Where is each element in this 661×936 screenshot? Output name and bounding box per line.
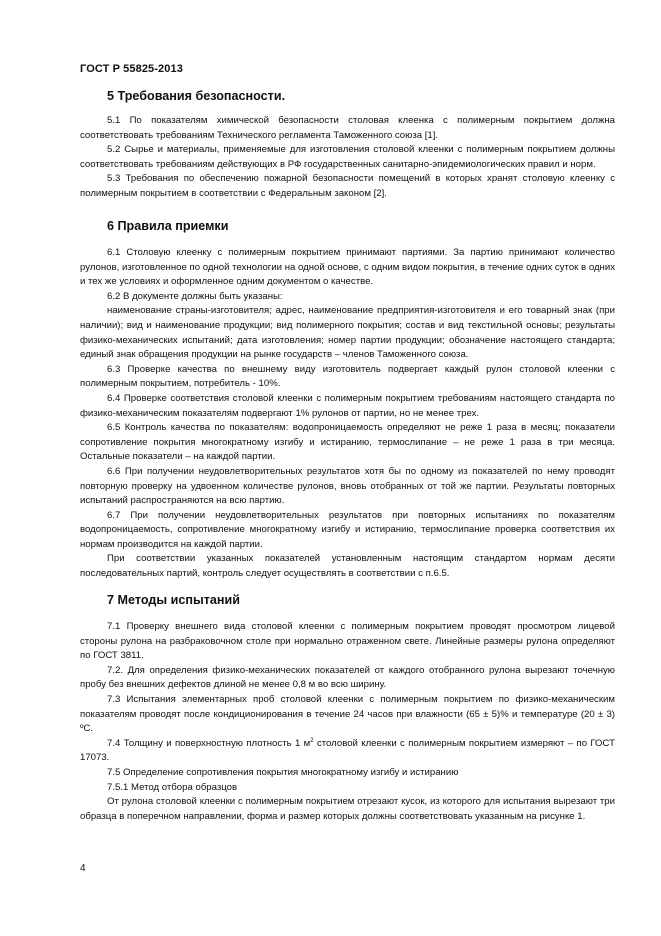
section-5-body bbox=[80, 114, 615, 202]
paragraph: 6.3 Проверке качества по внешнему виду изготовитель подвергает каждый рулон столовой клеенки с полимерным покрытием, потребитель - 10%. bbox=[80, 363, 615, 390]
section-6-body bbox=[80, 246, 615, 582]
paragraph: От рулона столовой клеенки с полимерным покрытием отрезают кусок, из которого для испытания вырезают три образца в поперечном направлении, форма и размер которых должны соответствовать указанным на рисунке 1. bbox=[80, 796, 615, 822]
paragraph: 7.1 Проверку внешнего вида столовой клеенки с полимерным покрытием проводят просмотром лицевой стороны рулона на разбраковочном столе при нормально отраженном свете. Линейные размеры рулона определяют по ГОСТ 3811. bbox=[80, 621, 615, 662]
paragraph: 7.5 Определение сопротивления покрытия многократному изгибу и истиранию bbox=[107, 766, 459, 778]
paragraph: 6.7 При получении неудовлетворительных результатов при повторных испытаниях по показателям водопроницаемость, сопротивление многократному изгибу и истиранию, термослипание проверка соответствия их нормам производится на каждой партии. bbox=[80, 509, 615, 550]
text-span: 7.4 Толщину и поверхностную плотность 1 м bbox=[107, 737, 311, 749]
paragraph: 7.2. Для определения физико-механических показателей от каждого отобранного рулона вырезают точечную пробу без внешних дефектов длиной не менее 0,8 м во всю ширину. bbox=[80, 664, 615, 691]
document-header: ГОСТ Р 55825-2013 bbox=[80, 63, 183, 75]
page-number: 4 bbox=[80, 863, 86, 874]
paragraph: наименование страны-изготовителя; адрес, наименование предприятия-изготовителя и его товарный знак (при наличии); вид и наименование продукции; вид полимерного покрытия; состав и вид текстильной основы; результаты физико-механических испытаний; дата изготовления; номер партии продукции; обозначение настоящего стандарта; единый знак обращения продукции на рынке государств – членов Таможенного союза. bbox=[80, 305, 615, 361]
text-span: столовой клеенки с полимерным покрытием измеряют – по ГОСТ 17073. bbox=[80, 737, 615, 764]
section-6-title: 6 Правила приемки bbox=[107, 219, 229, 233]
paragraph: 6.5 Контроль качества по показателям: водопроницаемость определяют не реже 1 раза в месяц; показатели сопротивление покрытия многократному изгибу и истиранию, термослипание – не реже 1 раза в три месяца. Остальные показатели – на каждой партии. bbox=[80, 422, 615, 463]
paragraph: 5.1 По показателям химической безопасности столовая клеенка с полимерным покрытием должна соответствовать требованиям Технического регламента Таможенного союза [1]. bbox=[80, 115, 615, 141]
section-5-title: 5 Требования безопасности. bbox=[107, 89, 286, 103]
paragraph-7-4 bbox=[80, 737, 615, 766]
paragraph: 5.2 Сырье и материалы, применяемые для изготовления столовой клеенки с полимерным покрытием должны соответствовать требованиям действующих в РФ государственных санитарно-эпидемиологических правил и норм. bbox=[80, 144, 615, 170]
section-7-body bbox=[80, 620, 615, 824]
paragraph: 6.1 Столовую клеенку с полимерным покрытием принимают партиями. За партию принимают количество рулонов, изготовленное по одной технологии на одной основе, с одним видом покрытия, в течение одних суток в одних и тех же условиях и оформленное одним документом о качестве. bbox=[80, 247, 615, 288]
paragraph: 6.6 При получении неудовлетворительных результатов хотя бы по одному из показателей по нему проводят повторную проверку на удвоенном количестве рулонов, вновь отобранных от той же партии. Результаты повторных испытаний распространяются на всю партию. bbox=[80, 465, 615, 507]
paragraph: 7.5.1 Метод отбора образцов bbox=[107, 781, 238, 793]
paragraph: 7.3 Испытания элементарных проб столовой клеенки с полимерным покрытием по физико-механическим показателям проводят после кондиционирования в течение 24 часов при влажности (65 ± 5)% и температуре (20 ± 3) ºС. bbox=[80, 693, 615, 735]
paragraph: 6.2 В документе должны быть указаны: bbox=[107, 290, 283, 302]
superscript: 2 bbox=[310, 737, 314, 744]
paragraph: 5.3 Требования по обеспечению пожарной безопасности помещений в которых хранят столовую клеенку с полимерным покрытием в соответствии с Федеральным законом [2]. bbox=[80, 173, 615, 199]
section-7-title: 7 Методы испытаний bbox=[107, 593, 240, 607]
paragraph: 6.4 Проверке соответствия столовой клеенки с полимерным покрытием требованиям настоящего стандарта по физико-механическим показателям подвергают 1% рулонов от партии, но не менее трех. bbox=[80, 392, 615, 419]
paragraph: При соответствии указанных показателей установленным настоящим стандартом нормам десяти последовательных партий, контроль следует осуществлять в соответствии с п.6.5. bbox=[80, 553, 615, 580]
